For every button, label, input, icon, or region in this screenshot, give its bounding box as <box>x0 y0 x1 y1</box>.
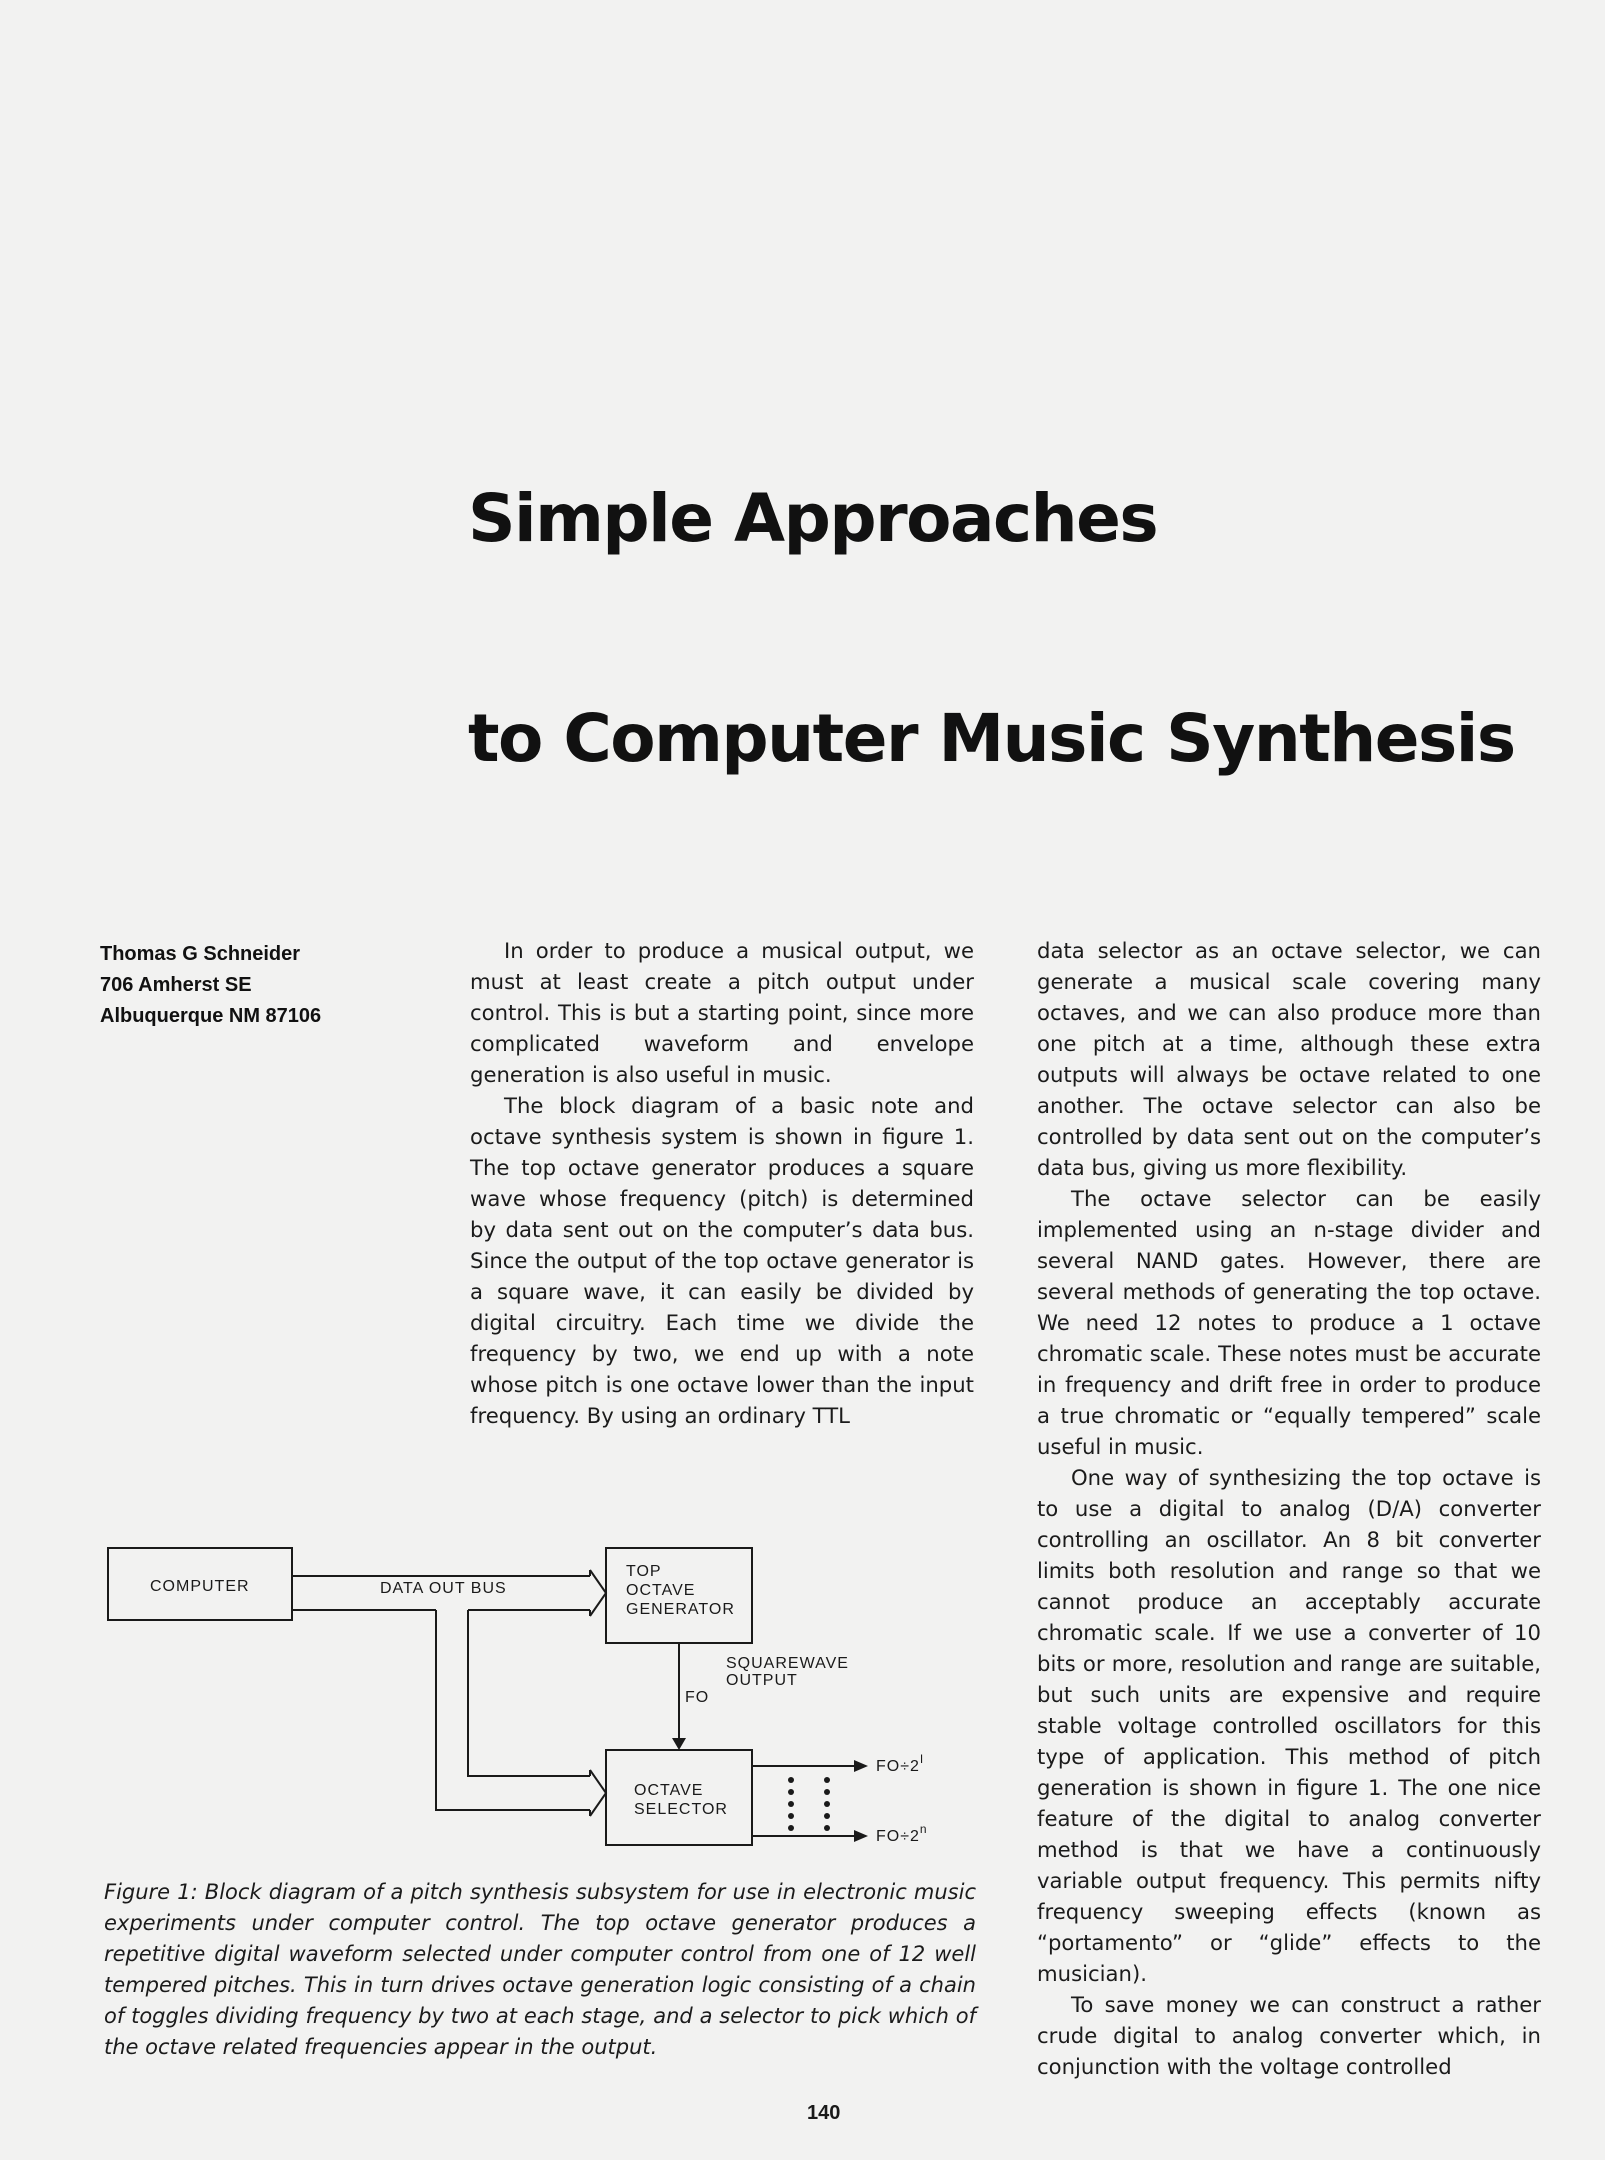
body-paragraph: data selector as an octave selector, we can generate a musical scale covering many octaves, and we can also produce more than one pitch at a time, although these extra outputs will always be octave related to one another. The octave selector can also be controlled by data sent out on the computer’s data bus, giving us more flexibility. <box>1037 938 1541 1180</box>
author-name: Thomas G Schneider <box>100 943 301 965</box>
octave-selector-label: SELECTOR <box>634 1801 728 1818</box>
squarewave-label: OUTPUT <box>726 1672 798 1689</box>
body-column-right <box>1037 935 1541 2082</box>
top-octave-label: TOP <box>626 1563 662 1580</box>
squarewave-label: SQUAREWAVE <box>726 1655 849 1672</box>
author-city: Albuquerque NM 87106 <box>100 1005 322 1027</box>
octave-selector-label: OCTAVE <box>634 1782 704 1799</box>
body-paragraph: The octave selector can be easily implemented using an n-stage divider and several NAND gates. However, there are several methods of generating the top octave. We need 12 notes to produce a 1 octave chromatic scale. These notes must be accurate in frequency and drift free in order to produce a true chromatic or “equally tempered” scale useful in music. <box>1037 1186 1541 1459</box>
author-byline <box>100 939 321 1032</box>
article-title-line-1: Simple Approaches <box>468 480 1158 557</box>
computer-label: COMPUTER <box>150 1578 250 1595</box>
ellipsis-dots-icon <box>788 1777 830 1831</box>
figure-caption: Figure 1: Block diagram of a pitch synthesis subsystem for use in electronic music experiments under computer control. The top octave generator produces a repetitive digital waveform selected under computer control from one of 12 well tempered pitches. This in turn drives octave generation logic consisting of a chain of toggles dividing frequency by two at each stage, and a selector to pick which of the octave related frequencies appear in the output. <box>104 1880 976 2059</box>
body-column-middle <box>470 935 974 1431</box>
top-octave-label: OCTAVE <box>626 1582 696 1599</box>
output-arrow-icon <box>854 1830 868 1842</box>
top-octave-label: GENERATOR <box>626 1601 735 1618</box>
data-bus-label: DATA OUT BUS <box>380 1580 507 1597</box>
block-diagram-figure-1 <box>100 1540 928 1860</box>
body-paragraph: The block diagram of a basic note and octave synthesis system is shown in figure 1. The top octave generator produces a square wave whose frequency (pitch) is determined by data sent out on the computer’s data bus. Since the output of the top octave generator is a square wave, it can easily be divided by digital circuitry. Each time we divide the frequency by two, we end up with a note whose pitch is one octave lower than the input frequency. By using an ordinary TTL <box>470 1093 974 1428</box>
output-arrow-icon <box>854 1760 868 1772</box>
output-low-label: $FO\div 2^n$ <box>876 1822 928 1845</box>
fo-arrow-icon <box>672 1738 686 1750</box>
body-paragraph: One way of synthesizing the top octave is to use a digital to analog (D/A) converter controlling an oscillator. An 8 bit converter limits both resolution and range so that we cannot produce an acceptably accurate chromatic scale. If we use a converter of 10 bits or more, resolution and range are suitable, but such units are expensive and require stable voltage controlled oscillators for this type of application. This method of pitch generation is shown in figure 1. The one nice feature of the digital to analog converter method is that we have a continuously variable output frequency. This permits nifty frequency sweeping effects (known as “portamento” or “glide” effects to the musician). <box>1037 1465 1541 1986</box>
body-paragraph: In order to produce a musical output, we must at least create a pitch output under control. This is but a starting point, since more complicated waveform and envelope generation is also useful in music. <box>470 938 974 1087</box>
body-paragraph: To save money we can construct a rather crude digital to analog converter which, in conjunction with the voltage controlled <box>1037 1992 1541 2079</box>
article-title-line-2: to Computer Music Synthesis <box>468 700 1515 777</box>
author-street: 706 Amherst SE <box>100 974 252 996</box>
page-number: 140 <box>807 2102 841 2124</box>
output-high-label: $FO\div 2^I$ <box>876 1752 925 1775</box>
fo-label: FO <box>685 1689 710 1706</box>
